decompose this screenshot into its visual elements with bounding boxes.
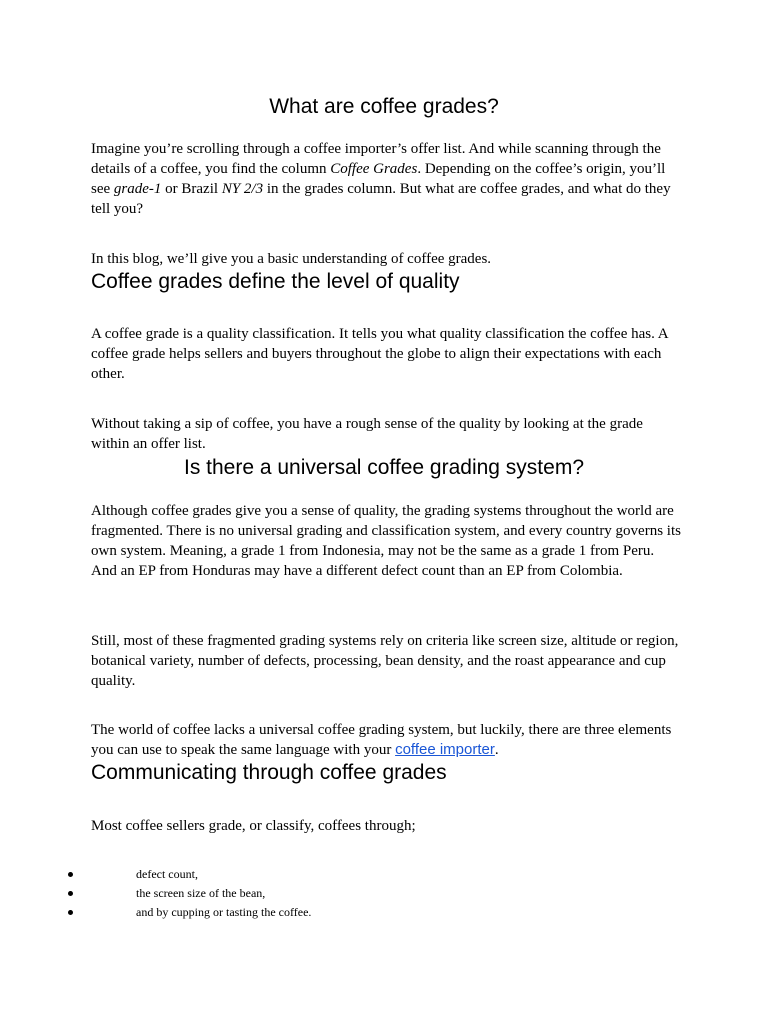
coffee-importer-link[interactable]: coffee importer xyxy=(395,741,495,758)
intro-emphasis-ny: NY 2/3 xyxy=(221,181,264,197)
intro-text-1: Imagine you’re scrolling through a coffee importer’s offer list. And while scanning through the details of a coffee, you find the column xyxy=(91,141,661,177)
section1-paragraph-1: A coffee grade is a quality classification. It tells you what quality classification the coffee has. A coffee grade helps sellers and buyers throughout the globe to align their expectations with each other. xyxy=(91,326,668,382)
intro-paragraph-2: In this blog, we’ll give you a basic understanding of coffee grades. xyxy=(91,251,492,267)
section2-paragraph-3-end: . xyxy=(494,742,499,758)
list-item-text: defect count, xyxy=(136,867,198,881)
section3-paragraph-1: Most coffee sellers grade, or classify, coffees through; xyxy=(91,818,416,834)
bullet-icon xyxy=(68,872,73,877)
section-heading-universal-system: Is there a universal coffee grading system? xyxy=(184,456,584,479)
intro-emphasis-coffee-grades: Coffee Grades xyxy=(330,161,418,177)
intro-paragraph-1 xyxy=(91,139,681,219)
list-item xyxy=(0,865,768,884)
list-item xyxy=(0,884,768,903)
list-item-text: the screen size of the bean, xyxy=(136,886,266,900)
intro-text-4: in the grades column. But what are coffee grades, and what do they tell you? xyxy=(91,181,671,217)
bullet-icon xyxy=(68,891,73,896)
section-heading-communicating: Communicating through coffee grades xyxy=(91,761,447,784)
page-title: What are coffee grades? xyxy=(269,95,499,118)
list-item xyxy=(0,903,768,922)
intro-text-2: . Depending on the coffee’s origin, you’ll see xyxy=(91,161,666,197)
grading-methods-list xyxy=(0,865,768,922)
bullet-icon xyxy=(68,910,73,915)
section2-paragraph-3-text: The world of coffee lacks a universal coffee grading system, but luckily, there are three elements you can use to speak the same language with your xyxy=(91,722,672,758)
intro-text-3: or Brazil xyxy=(161,181,222,197)
section-heading-quality: Coffee grades define the level of quality xyxy=(91,270,460,293)
list-item-text: and by cupping or tasting the coffee. xyxy=(136,905,312,919)
section2-paragraph-1: Although coffee grades give you a sense of quality, the grading systems throughout the world are fragmented. There is no universal grading and classification system, and every country governs its own system. Meaning, a grade 1 from Indonesia, may not be the same as a grade 1 from Peru. And an EP from Honduras may have a different defect count than an EP from Colombia. xyxy=(91,503,681,579)
intro-emphasis-grade-1: grade-1 xyxy=(113,181,162,197)
section2-paragraph-3 xyxy=(91,720,681,760)
section2-paragraph-2: Still, most of these fragmented grading systems rely on criteria like screen size, altitude or region, botanical variety, number of defects, processing, bean density, and the roast appearance and cup quality. xyxy=(91,633,679,689)
section1-paragraph-2: Without taking a sip of coffee, you have a rough sense of the quality by looking at the grade within an offer list. xyxy=(91,416,643,452)
